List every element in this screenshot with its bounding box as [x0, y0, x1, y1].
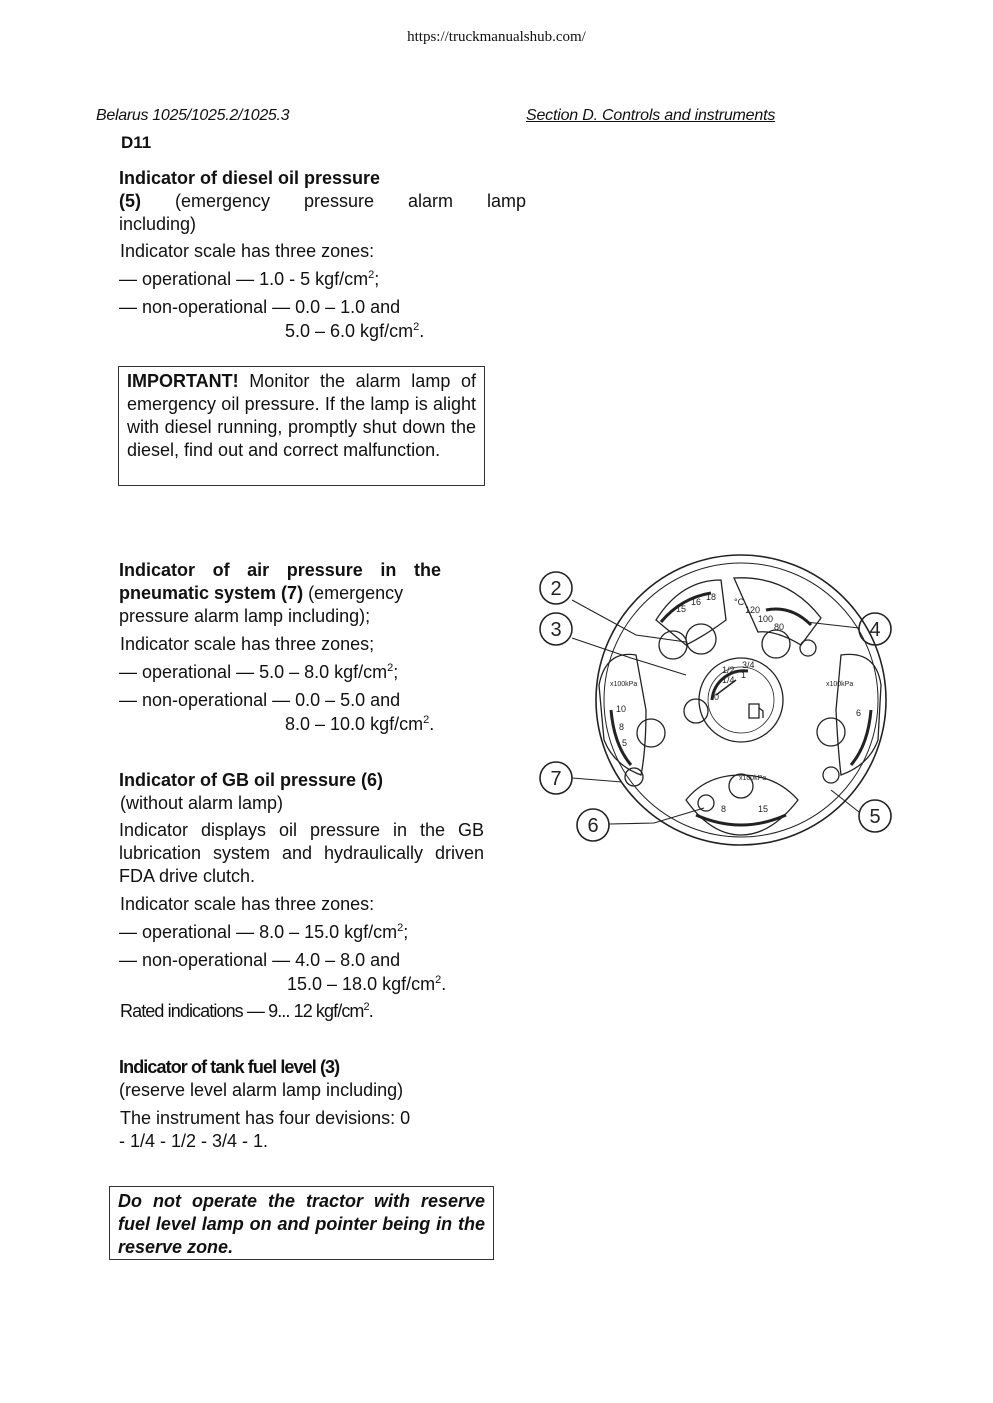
unit-label: x100kPa [739, 775, 767, 782]
gb-sub: (without alarm lamp) [120, 793, 284, 813]
gb-nonoperational: — non-operational — 4.0 – 8.0 and [119, 950, 401, 970]
warning-box: Do not operate the tractor with reserve fuel level lamp on and pointer being in the reserve zone. [109, 1186, 494, 1260]
gauge-pod-left [599, 654, 646, 775]
bottom-mark: 15 [758, 804, 769, 814]
oil-nonoperational-2: 5.0 – 6.0 kgf/$cm^2$. [285, 321, 425, 341]
oil-line2 [119, 190, 526, 213]
gauge-knob-right [817, 718, 845, 746]
page-id: D11 [121, 133, 152, 152]
left-mark: 10 [616, 704, 627, 714]
fuel-gauge-lamp [684, 699, 708, 723]
fuel-mark: 3/4 [742, 660, 755, 670]
callouts [540, 572, 891, 841]
gauge-lamp-topleft [659, 631, 687, 659]
temp-unit: °C [734, 597, 745, 607]
oil-title: Indicator of diesel oil pressure [119, 168, 381, 188]
fuel-pump-icon [749, 704, 763, 718]
page-url: https://truckmanualshub.com/ [407, 29, 586, 45]
callout-label: 2 [550, 578, 562, 600]
unit-label: x100kPa [826, 681, 854, 688]
oil-zones-intro: Indicator scale has three zones: [120, 241, 375, 261]
instrument-cluster-figure [536, 550, 898, 860]
temp-lamp [800, 640, 816, 656]
air-nonoperational-2: 8.0 – 10.0 kgf/$cm^2$. [285, 714, 435, 734]
gauge-knob-left [637, 719, 665, 747]
air-nonoperational: — non-operational — 0.0 – 5.0 and [119, 690, 401, 710]
topleft-mark: 15 [676, 604, 687, 614]
topleft-mark: 18 [706, 592, 717, 602]
oil-word: pressure [303, 191, 375, 211]
oil-line3: including) [119, 214, 197, 234]
right-mark: 6 [856, 708, 862, 718]
fuel-mark: 1/4 [722, 675, 735, 685]
oil-ref: (5) [119, 191, 141, 211]
oil-word: alarm [407, 191, 453, 211]
callout-label: 4 [869, 619, 881, 641]
oil-pressure-lamp [823, 767, 839, 783]
temp-mark: 120 [745, 605, 761, 615]
oil-word: (emergency [174, 191, 271, 211]
gb-desc: Indicator displays oil pressure in the GB lubrication system and hydraulically driven FDA drive clutch. [119, 820, 484, 886]
important-box [118, 366, 485, 486]
gauge-labels [610, 592, 861, 814]
bottom-mark: 8 [721, 804, 727, 814]
left-mark: 5 [622, 738, 628, 748]
callout-label: 6 [587, 815, 599, 837]
fuel-line1: The instrument has four devisions: 0 [120, 1108, 411, 1128]
fuel-mark: 1/2 [722, 665, 735, 675]
oil-word: lamp [486, 191, 526, 211]
callout-label: 5 [869, 806, 881, 828]
gb-rated: Rated indications — 9... 12 kgf/$cm^2$. [120, 1001, 373, 1021]
fuel-sub: (reserve level alarm lamp including) [119, 1080, 404, 1100]
oil-operational: — operational — 1.0 - 5 kgf/$cm^2$; [119, 269, 380, 289]
gb-title: Indicator of GB oil pressure (6) [119, 770, 384, 790]
manual-model: Belarus 1025/1025.2/1025.3 [96, 107, 290, 124]
fuel-line2: - 1/4 - 1/2 - 3/4 - 1. [119, 1131, 269, 1151]
callout-label: 7 [550, 768, 562, 790]
air-operational: — operational — 5.0 – 8.0 kgf/$cm^2$; [119, 662, 399, 682]
fuel-mark: 1 [741, 670, 747, 680]
temp-mark: 100 [758, 614, 774, 624]
air-title: Indicator of air pressure in the [119, 560, 441, 580]
gb-nonoperational-2: 15.0 – 18.0 kgf/$cm^2$. [287, 974, 447, 994]
gauge-knob-topleft [686, 624, 716, 654]
air-zones-intro: Indicator scale has three zones; [120, 634, 375, 654]
callout-labels [550, 578, 880, 837]
important-label: IMPORTANT! [127, 371, 239, 391]
fuel-mark: 0 [714, 692, 720, 702]
topleft-mark: 16 [691, 597, 702, 607]
callout-label: 3 [550, 619, 562, 641]
gb-operational: — operational — 8.0 – 15.0 kgf/$cm^2$; [119, 922, 409, 942]
air-line3: pressure alarm lamp including); [119, 606, 371, 626]
unit-label: x100kPa [610, 681, 638, 688]
gb-zones-intro: Indicator scale has three zones: [120, 894, 375, 914]
temp-mark: 80 [774, 622, 785, 632]
important-text: Monitor the alarm lamp of emergency oil pressure. If the lamp is alight with diesel running, promptly shut down the diesel, find out and correct malfunction. [127, 371, 476, 460]
section-title: Section D. Controls and instruments [526, 107, 776, 124]
air-title-2: pneumatic system (7) (emergency [119, 583, 404, 603]
fuel-title: Indicator of tank fuel level (3) [119, 1057, 340, 1077]
left-mark: 8 [619, 722, 625, 732]
oil-nonoperational: — non-operational — 0.0 – 1.0 and [119, 297, 401, 317]
